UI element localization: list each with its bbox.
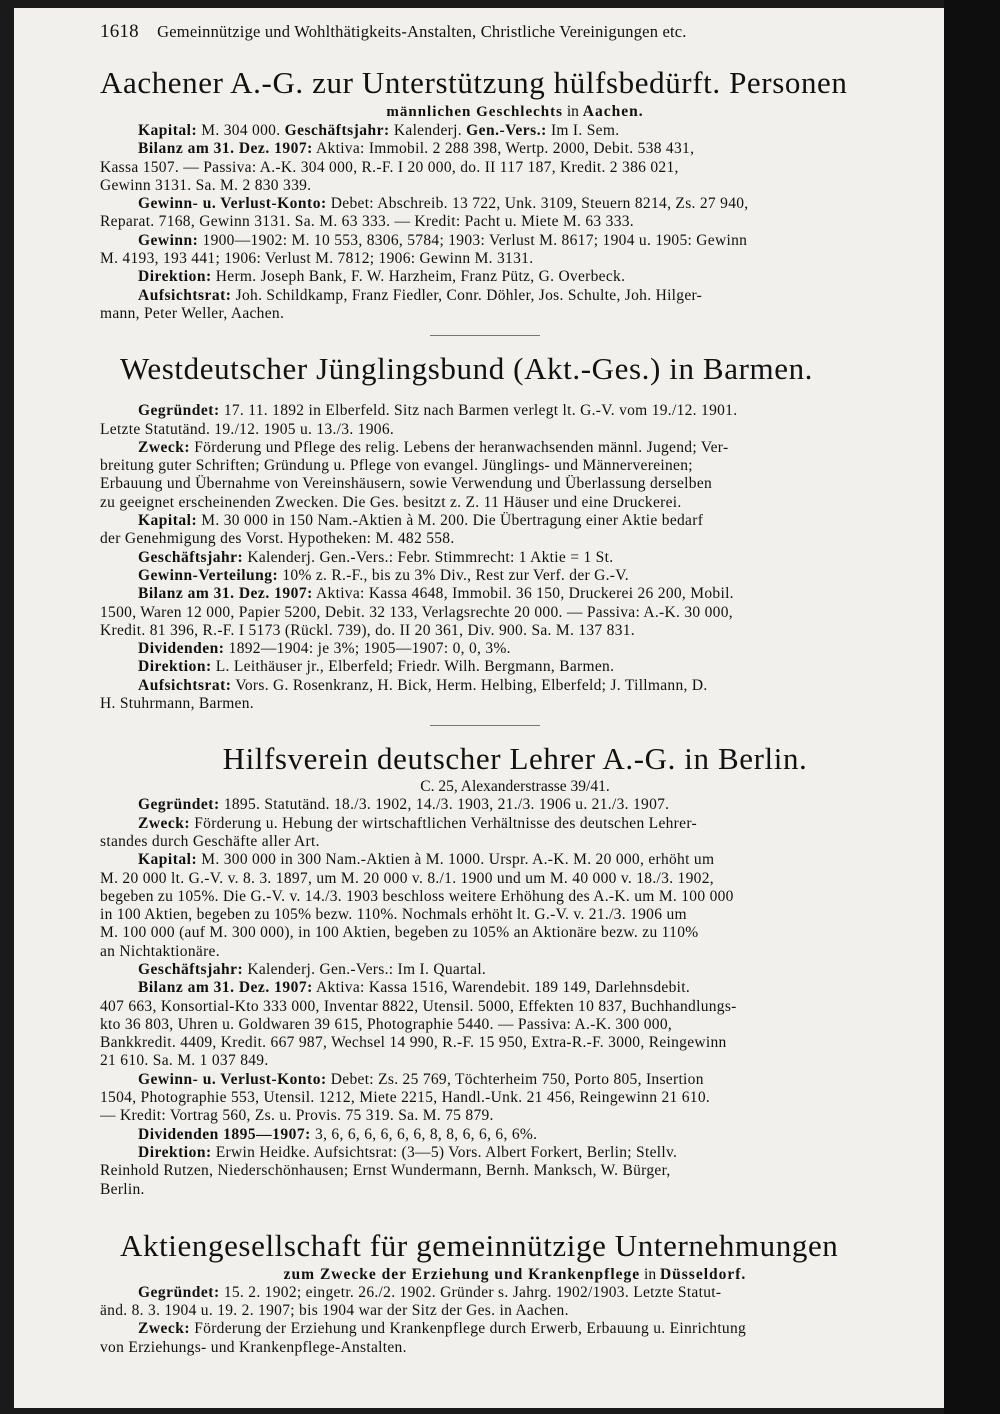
line-text: L. Leithäuser jr., Elberfeld; Friedr. Wilh. Bergmann, Barmen. [211, 658, 615, 676]
line-text: M. 304 000. [197, 122, 285, 139]
entry-line [100, 232, 930, 250]
line-text: M. 4193, 193 441; 1906: Verlust M. 7812; 1906: Gewinn M. 3131. [100, 250, 534, 268]
entry-line [100, 1144, 930, 1162]
entry-line [100, 122, 930, 140]
entry-title: Aktiengesellschaft für gemeinnützige Unternehmungen [120, 1227, 839, 1263]
line-key: Geschäftsjahr: [284, 122, 390, 139]
line-text: Vors. G. Rosenkranz, H. Bick, Herm. Helbing, Elberfeld; J. Tillmann, D. [231, 676, 708, 694]
line-text: Aktiva: Kassa 4648, Immobil. 36 150, Druckerei 26 200, Mobil. [312, 585, 734, 603]
line-text: Kredit. 81 396, R.-F. I 5173 (Rückl. 739), do. II 20 361, Div. 900. Sa. M. 137 831. [100, 621, 635, 639]
entry-line [100, 457, 930, 475]
entry-line [100, 305, 930, 323]
line-text: Kalenderj. Gen.-Vers.: Im I. Quartal. [243, 960, 487, 978]
line-key: Gewinn-Verteilung: [138, 566, 279, 584]
line-text: der Genehmigung des Vorst. Hypotheken: M. 482 558. [100, 530, 455, 548]
line-text: 21 610. Sa. M. 1 037 849. [100, 1052, 269, 1070]
line-key: Bilanz am 31. Dez. 1907: [138, 979, 313, 997]
line-key: Zweck: [138, 814, 191, 832]
line-text: an Nichtaktionäre. [100, 942, 220, 960]
subtitle-bold: männlichen Geschlechts [386, 104, 563, 120]
page-content [100, 18, 930, 1357]
entry-line [100, 998, 930, 1016]
line-text: Debet: Zs. 25 769, Töchterheim 750, Porto 805, Insertion [326, 1070, 704, 1088]
line-text: Joh. Schildkamp, Franz Fiedler, Conr. Döhler, Jos. Schulte, Joh. Hilger- [231, 286, 703, 304]
line-key: Geschäftsjahr: [138, 960, 244, 978]
line-key: Zweck: [138, 438, 191, 456]
line-key: Gewinn- u. Verlust-Konto: [138, 195, 327, 213]
scan-border [944, 0, 1000, 1414]
entry-line [100, 1126, 930, 1144]
line-text: Erbauung und Übernahme von Vereinshäusern, sowie Verwendung und Überlassung derselben [100, 475, 713, 493]
entry-line [100, 695, 930, 713]
line-text: — Kredit: Vortrag 560, Zs. u. Provis. 75 319. Sa. M. 75 879. [100, 1107, 494, 1125]
entry-line [100, 268, 930, 286]
entry-line [100, 549, 930, 567]
line-key: Gegründet: [138, 796, 220, 814]
entry-line [100, 851, 930, 869]
line-text: 10% z. R.-F., bis zu 3% Div., Rest zur Verf. der G.-V. [278, 566, 629, 584]
entry-line [100, 530, 930, 548]
entry-line [100, 979, 930, 997]
line-text: Letzte Statutänd. 19./12. 1905 u. 13./3. 1906. [100, 420, 395, 438]
line-text: Herm. Joseph Bank, F. W. Harzheim, Franz Pütz, G. Overbeck. [211, 268, 626, 286]
entry-line [100, 195, 930, 213]
section-divider [430, 335, 540, 336]
entry-subtitle [100, 102, 930, 122]
line-key: Aufsichtsrat: [138, 286, 232, 304]
entry-line [100, 622, 930, 640]
running-head [100, 18, 930, 64]
entry-line [100, 1071, 930, 1089]
subtitle-city: Aachen. [582, 103, 644, 120]
line-text: breitung guter Schriften; Gründung u. Pflege von evangel. Jünglings- und Männervereinen; [100, 457, 693, 475]
line-text: Aktiva: Immobil. 2 288 398, Wertp. 2000, Debit. 538 431, [312, 140, 695, 158]
entry-line [100, 1089, 930, 1107]
line-text: Aktiva: Kassa 1516, Warendebit. 189 149, Darlehnsdebit. [312, 979, 691, 997]
line-text: begeben zu 105%. Die G.-V. v. 14./3. 1903 beschloss weitere Erhöhung des A.-K. um M. 100 000 [100, 887, 734, 905]
line-key: Direktion: [138, 658, 212, 676]
entry-hilfsverein [100, 740, 930, 1199]
entry-title: Westdeutscher Jünglingsbund (Akt.-Ges.) in Barmen. [120, 351, 814, 387]
entry-line [100, 512, 930, 530]
line-key: Gewinn- u. Verlust-Konto: [138, 1070, 327, 1088]
line-key: Aufsichtsrat: [138, 676, 232, 694]
entry-line [100, 943, 930, 961]
entry-line [100, 1016, 930, 1034]
subtitle-city: Düsseldorf. [659, 1265, 747, 1283]
entry-line [100, 1107, 930, 1125]
line-key: Gen.-Vers.: [466, 122, 547, 139]
entry-line [100, 888, 930, 906]
line-text: M. 300 000 in 300 Nam.-Aktien à M. 1000. Urspr. A.-K. M. 20 000, erhöht um [197, 851, 715, 869]
line-text: M. 100 000 (auf M. 300 000), in 100 Aktien, begeben zu 105% an Aktionäre bezw. zu 110% [100, 924, 699, 942]
line-key: Zweck: [138, 1320, 191, 1338]
entry-line [100, 287, 930, 305]
line-text: Kassa 1507. — Passiva: A.-K. 304 000, R.-F. I 20 000, do. II 117 187, Kredit. 2 386 021, [100, 158, 679, 176]
line-text: 1900—1902: M. 10 553, 8306, 5784; 1903: Verlust M. 8617; 1904 u. 1905: Gewinn [198, 231, 748, 249]
line-text: Debet: Abschreib. 13 722, Unk. 3109, Steuern 8214, Zs. 27 940, [326, 195, 749, 213]
entry-subtitle [100, 1265, 930, 1284]
entry-line [100, 585, 930, 603]
entry-line [100, 567, 930, 585]
line-key: Bilanz am 31. Dez. 1907: [138, 140, 313, 158]
line-key: Kapital: [138, 122, 198, 139]
subtitle-connector: in [566, 103, 579, 120]
entry-line [100, 1320, 930, 1338]
line-text: Reinhold Rutzen, Niederschönhausen; Ernst Wundermann, Bernh. Manksch, W. Bürger, [100, 1162, 671, 1180]
page-number: 1618 [100, 21, 139, 42]
line-text: 17. 11. 1892 in Elberfeld. Sitz nach Barmen verlegt lt. G.-V. vom 19./12. 1901. [219, 402, 738, 420]
entry-line [100, 1339, 930, 1357]
line-key: Gegründet: [138, 1283, 220, 1301]
line-text: Reparat. 7168, Gewinn 3131. Sa. M. 63 333. — Kredit: Pacht u. Miete M. 63 333. [100, 213, 634, 231]
line-text: 15. 2. 1902; eingetr. 26./2. 1902. Gründer s. Jahrg. 1902/1903. Letzte Statut- [219, 1283, 722, 1301]
line-text: Im I. Sem. [546, 122, 620, 139]
line-text: mann, Peter Weller, Aachen. [100, 304, 285, 322]
entry-line [100, 604, 930, 622]
line-key: Gegründet: [138, 402, 220, 420]
entry-line [100, 250, 930, 268]
line-text: zu geeignet erscheinenden Zwecken. Die Ges. besitzt z. Z. 11 Häuser und eine Druckerei. [100, 493, 682, 511]
entry-line [100, 1052, 930, 1070]
line-text: kto 36 803, Uhren u. Goldwaren 39 615, Photographie 5440. — Passiva: A.-K. 300 000, [100, 1015, 673, 1033]
line-text: Förderung und Pflege des relig. Lebens der heranwachsenden männl. Jugend; Ver- [190, 438, 729, 456]
line-text: M. 30 000 in 150 Nam.-Aktien à M. 200. Die Übertragung einer Aktie bedarf [197, 512, 704, 530]
entry-line [100, 475, 930, 493]
line-key: Kapital: [138, 851, 198, 869]
entry-line [100, 439, 930, 457]
entry-line [100, 213, 930, 231]
entry-line [100, 177, 930, 195]
entry-line [100, 402, 930, 420]
line-text: standes durch Geschäfte aller Art. [100, 832, 320, 850]
entry-line [100, 906, 930, 924]
entry-aktiengesellschaft [100, 1227, 930, 1357]
entry-line [100, 961, 930, 979]
line-key: Dividenden: [138, 640, 225, 658]
entry-title: Aachener A.-G. zur Unterstützung hülfsbedürft. Personen [100, 65, 848, 100]
entry-line [100, 870, 930, 888]
line-text: 3, 6, 6, 6, 6, 6, 6, 8, 8, 6, 6, 6, 6%. [310, 1125, 538, 1143]
entry-line [100, 658, 930, 676]
section-divider [430, 725, 540, 726]
line-key: Bilanz am 31. Dez. 1907: [138, 585, 313, 603]
line-text: Förderung u. Hebung der wirtschaftlichen Verhältnisse des deutschen Lehrer- [190, 814, 697, 832]
entry-line [100, 1181, 930, 1199]
running-head-title: Gemeinnützige und Wohlthätigkeits-Anstalten, Christliche Vereinigungen etc. [157, 22, 687, 41]
entry-line [100, 796, 930, 814]
subtitle-connector: in [644, 1265, 657, 1283]
line-text: von Erziehungs- und Krankenpflege-Anstalten. [100, 1338, 407, 1356]
line-text: M. 20 000 lt. G.-V. v. 8. 3. 1897, um M. 20 000 v. 8./1. 1900 und um M. 40 000 v. 18./3. 1902, [100, 869, 714, 887]
entry-line [100, 140, 930, 158]
entry-line [100, 640, 930, 658]
entry-line [100, 1034, 930, 1052]
entry-line [100, 1284, 930, 1302]
line-text: H. Stuhrmann, Barmen. [100, 695, 254, 713]
entry-address: C. 25, Alexanderstrasse 39/41. [420, 778, 610, 796]
entry-aachener [100, 64, 930, 323]
line-text: Kalenderj. [389, 122, 467, 139]
line-key: Gewinn: [138, 231, 199, 249]
line-text: 407 663, Konsortial-Kto 333 000, Inventar 8822, Utensil. 5000, Effekten 10 837, Buchhandlungs- [100, 997, 737, 1015]
line-text: 1895. Statutänd. 18./3. 1902, 14./3. 1903, 21./3. 1906 u. 21./3. 1907. [219, 796, 670, 814]
line-text: Bankkredit. 4409, Kredit. 667 987, Wechsel 14 990, R.-F. 15 950, Extra-R.-F. 3000, Reingewinn [100, 1034, 727, 1052]
entry-line [100, 1302, 930, 1320]
line-key: Geschäftsjahr: [138, 548, 244, 566]
entry-line [100, 1162, 930, 1180]
entry-line [100, 677, 930, 695]
line-text: änd. 8. 3. 1904 u. 19. 2. 1907; bis 1904 war der Sitz der Ges. in Aachen. [100, 1302, 569, 1320]
entry-line [100, 421, 930, 439]
line-text: 1500, Waren 12 000, Papier 5200, Debit. 32 133, Verlagsrechte 20 000. — Passiva: A.-K. 30 000, [100, 603, 733, 621]
line-text: 1504, Photographie 553, Utensil. 1212, Miete 2215, Handl.-Unk. 21 456, Reingewinn 21 610. [100, 1089, 711, 1107]
line-key: Dividenden 1895—1907: [138, 1125, 311, 1143]
line-text: Kalenderj. Gen.-Vers.: Febr. Stimmrecht: 1 Aktie = 1 St. [243, 548, 614, 566]
line-text: Berlin. [100, 1180, 145, 1198]
entry-line [100, 924, 930, 942]
entry-title: Hilfsverein deutscher Lehrer A.-G. in Berlin. [222, 741, 808, 777]
entry-line [100, 159, 930, 177]
subtitle-bold: zum Zwecke der Erziehung und Krankenpflege [283, 1265, 641, 1283]
line-text: 1892—1904: je 3%; 1905—1907: 0, 0, 3%. [224, 640, 511, 658]
entry-westdeutscher [100, 350, 930, 713]
line-text: in 100 Aktien, begeben zu 105% bezw. 110%. Nochmals erhöht lt. G.-V. v. 21./3. 1906 um [100, 906, 687, 924]
line-text: Erwin Heidke. Aufsichtsrat: (3—5) Vors. Albert Forkert, Berlin; Stellv. [211, 1143, 678, 1161]
line-key: Direktion: [138, 1143, 212, 1161]
entry-line [100, 815, 930, 833]
line-key: Kapital: [138, 512, 198, 530]
line-key: Direktion: [138, 268, 212, 286]
line-text: Förderung der Erziehung und Krankenpflege durch Erwerb, Erbauung u. Einrichtung [190, 1320, 747, 1338]
entry-line [100, 494, 930, 512]
entry-line [100, 833, 930, 851]
line-text: Gewinn 3131. Sa. M. 2 830 339. [100, 176, 312, 194]
